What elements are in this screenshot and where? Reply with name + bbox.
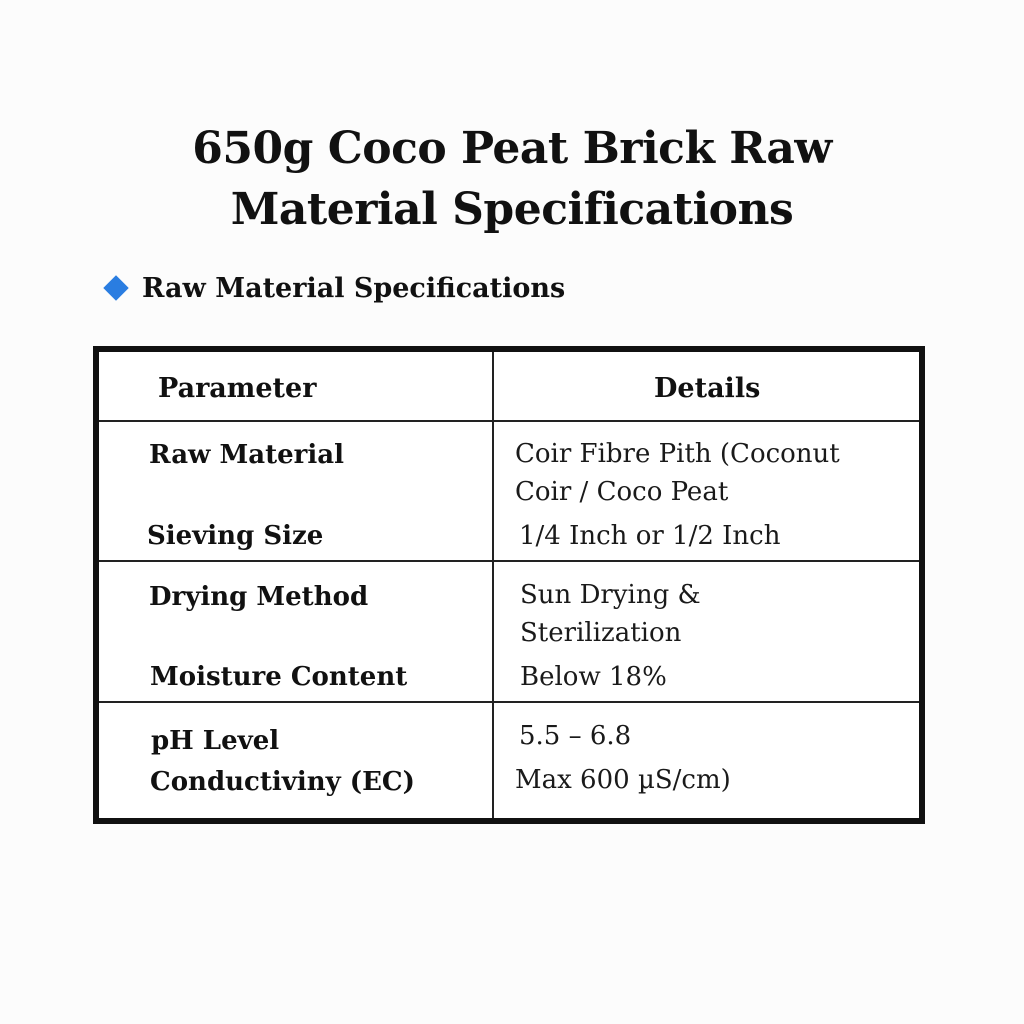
header-details: Details xyxy=(654,373,761,404)
param-raw-material: Raw Material xyxy=(149,440,344,470)
detail-moisture-content: Below 18% xyxy=(520,662,667,692)
section-heading-text: Raw Material Specifications xyxy=(142,272,566,304)
section-heading xyxy=(104,268,565,308)
diamond-bullet-icon xyxy=(103,275,128,300)
param-moisture-content: Moisture Content xyxy=(150,662,408,692)
param-drying-method: Drying Method xyxy=(149,582,369,612)
row-divider-1 xyxy=(99,560,919,562)
row-divider-2 xyxy=(99,701,919,703)
detail-sieving-size: 1/4 Inch or 1/2 Inch xyxy=(519,521,781,551)
detail-raw-material-line2: Coir / Coco Peat xyxy=(515,477,729,507)
detail-raw-material-line1: Coir Fibre Pith (Coconut xyxy=(515,439,840,469)
page-title xyxy=(0,118,1024,240)
detail-drying-method-line1: Sun Drying & xyxy=(520,580,701,610)
row-divider-header xyxy=(99,420,919,422)
title-line-1: 650g Coco Peat Brick Raw xyxy=(192,123,832,174)
param-conductivity: Conductiviny (EC) xyxy=(150,767,415,797)
header-parameter: Parameter xyxy=(158,373,317,404)
detail-conductivity: Max 600 µS/cm) xyxy=(515,765,731,795)
title-line-2: Material Specifications xyxy=(230,184,794,235)
param-ph-level: pH Level xyxy=(151,726,280,756)
spec-table xyxy=(93,346,925,824)
detail-ph-level: 5.5 – 6.8 xyxy=(519,721,632,751)
param-sieving-size: Sieving Size xyxy=(147,521,324,551)
detail-drying-method-line2: Sterilization xyxy=(520,618,682,648)
